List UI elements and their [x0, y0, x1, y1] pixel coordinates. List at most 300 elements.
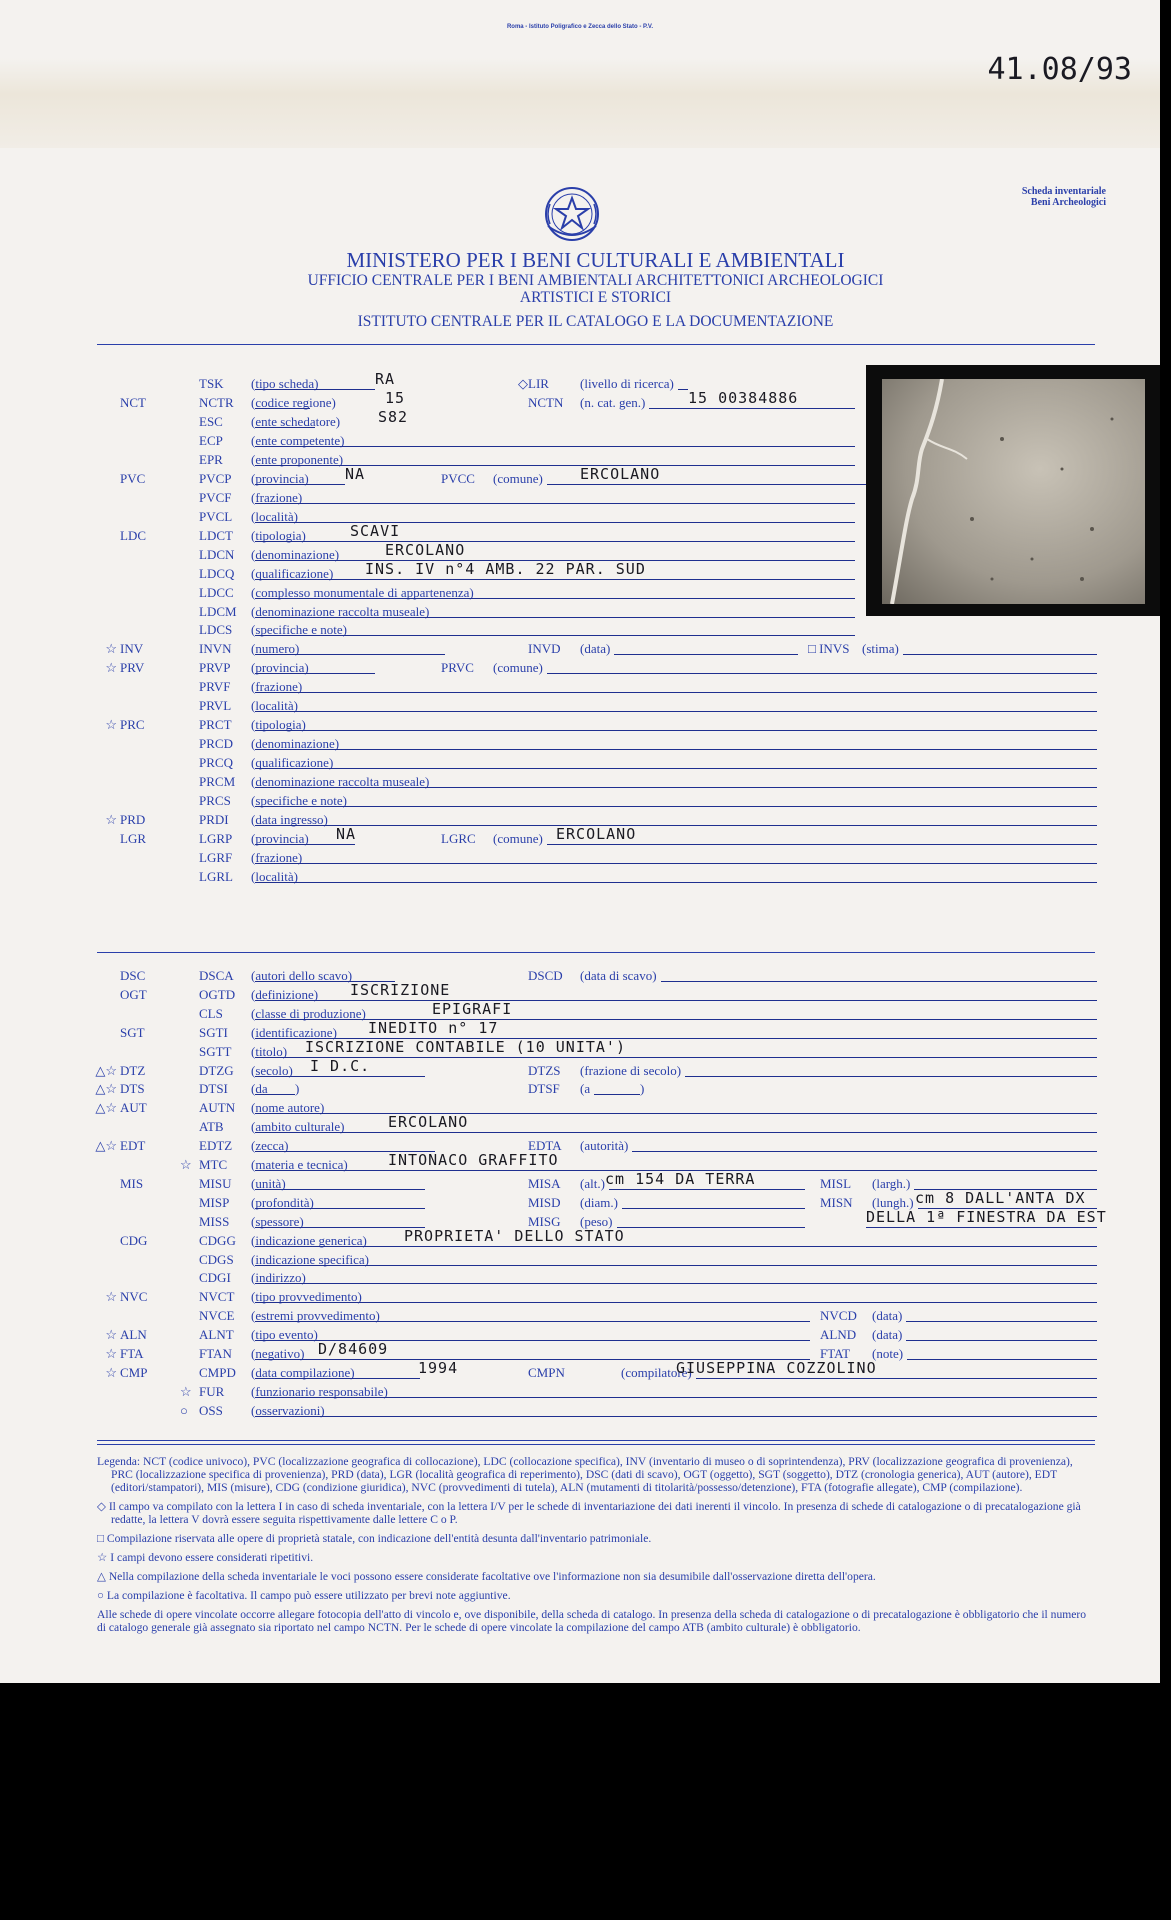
- field-marker: ☆: [105, 1327, 117, 1343]
- field-value: ERCOLANO: [580, 464, 661, 483]
- field-input-line[interactable]: [255, 484, 345, 485]
- field-code: PRCM: [199, 774, 236, 790]
- field-label: (identificazione): [251, 1024, 337, 1040]
- field-label: (negativo): [251, 1346, 305, 1361]
- field-row-prvf: [0, 679, 1160, 695]
- ministry-title: MINISTERO PER I BENI CULTURALI E AMBIENTALI: [346, 248, 845, 272]
- field-input-line[interactable]: [255, 1189, 425, 1190]
- field-label: (tipo scheda): [251, 376, 319, 391]
- field-row-atb: [0, 1113, 1160, 1135]
- field-row-invn: [0, 641, 1160, 657]
- section-label: SGT: [120, 1024, 145, 1040]
- republic-emblem-icon: [540, 182, 604, 246]
- field-row-edtz: [0, 1138, 1160, 1154]
- field-row-dtzg: [0, 1056, 1160, 1079]
- field-code: PVCL: [199, 508, 233, 524]
- field-label: (spessore): [251, 1213, 304, 1229]
- field-input-line[interactable]: [255, 1397, 1097, 1398]
- field-label: (largh.): [872, 1175, 911, 1191]
- field-input-line[interactable]: [903, 654, 1097, 655]
- field-code: INVD: [528, 641, 561, 657]
- field-label: (tipo evento): [251, 1327, 318, 1343]
- field-label: (frazione): [251, 850, 303, 865]
- field-code: MISA: [528, 1175, 561, 1191]
- field-value: DELLA 1ª FINESTRA DA EST: [866, 1207, 1107, 1226]
- field-row-cdgg: [0, 1226, 1160, 1249]
- field-input-line[interactable]: [255, 1265, 1097, 1266]
- section-code: [95, 793, 171, 809]
- section-label: MIS: [120, 1175, 144, 1191]
- field-input-line[interactable]: [255, 389, 375, 390]
- plaster-crack-image: [882, 379, 1145, 604]
- field-input-line[interactable]: [632, 1151, 1097, 1152]
- field-input-line[interactable]: [255, 730, 1097, 731]
- field-row-lgrl: [0, 869, 1160, 885]
- section-label: PVC: [120, 470, 146, 486]
- field-code: ALND: [820, 1327, 857, 1343]
- field-label: (alt.): [580, 1175, 605, 1191]
- section-code: [95, 679, 171, 695]
- field-code: CDGG: [199, 1232, 236, 1248]
- field-input-line[interactable]: [255, 768, 1097, 769]
- field-value: D/84609: [318, 1340, 389, 1358]
- attached-photo: [866, 365, 1160, 616]
- field-label: (stima): [862, 641, 899, 657]
- field-input-line[interactable]: [255, 1227, 425, 1228]
- field-code: NVCE: [199, 1308, 235, 1324]
- field-label: (qualificazione): [251, 755, 334, 771]
- scheda-line-1: Scheda inventariale: [1021, 186, 1106, 197]
- field-label: (data): [872, 1308, 903, 1324]
- field-code: LGRL: [199, 868, 233, 884]
- field-label: (unità): [251, 1175, 286, 1191]
- field-input-line[interactable]: [547, 844, 1097, 845]
- field-row-cdgs: [0, 1252, 1160, 1268]
- field-input-line[interactable]: [661, 981, 1097, 982]
- section-code: [95, 509, 171, 525]
- field-marker: ☆: [105, 641, 117, 657]
- field-input-line[interactable]: [696, 1378, 1097, 1379]
- section-label: LDC: [120, 527, 146, 543]
- field-label: (qualificazione): [251, 565, 334, 581]
- section-code: [95, 1025, 171, 1041]
- field-label: (ente schedatore): [251, 413, 341, 429]
- field-input-line[interactable]: [255, 787, 1097, 788]
- section-code: [95, 1365, 171, 1381]
- field-label: (provincia): [251, 470, 309, 486]
- field-label: (complesso monumentale di appartenenza): [251, 584, 474, 600]
- field-input-line[interactable]: [255, 1132, 1097, 1133]
- field-input-line[interactable]: [255, 673, 375, 674]
- field-code: PRCS: [199, 793, 231, 809]
- field-label: (autorità): [580, 1138, 629, 1154]
- section-label: FTA: [120, 1346, 144, 1361]
- field-row-prcq: [0, 755, 1160, 771]
- field-input-line[interactable]: [255, 1094, 295, 1095]
- legend-note: △ Nella compilazione della scheda inventariale le voci possono essere considerate facoltative ove l'informazione non sia desumibile dall'osservazione diretta dell'opera.: [97, 1570, 876, 1583]
- field-input-line[interactable]: [866, 1227, 1097, 1228]
- field-marker: ☆: [105, 1346, 117, 1361]
- field-marker: ☆: [105, 1364, 117, 1380]
- section-code: [95, 490, 171, 506]
- field-row-prvp: [0, 660, 1160, 676]
- field-label: (materia e tecnica): [251, 1157, 348, 1172]
- field-label: (compilatore): [621, 1364, 692, 1380]
- field-code: LGRF: [199, 850, 233, 865]
- section-label: DTZ: [120, 1062, 146, 1078]
- field-label: (profondità): [251, 1194, 314, 1210]
- field-code: PRCQ: [199, 755, 233, 771]
- field-input-line[interactable]: [594, 1094, 640, 1095]
- field-row-cmpd: [0, 1358, 1160, 1381]
- field-input-line[interactable]: [255, 503, 855, 504]
- field-label: (data ingresso): [251, 812, 328, 828]
- section-code: [95, 1138, 171, 1154]
- field-code: NCTR: [199, 394, 234, 410]
- field-code: FTAN: [199, 1346, 232, 1361]
- field-input-line[interactable]: [255, 806, 1097, 807]
- field-input-line[interactable]: [255, 749, 1097, 750]
- field-code: LDCQ: [199, 565, 235, 581]
- field-row-ogtd: [0, 980, 1160, 1003]
- field-marker: ☆: [105, 1289, 117, 1305]
- field-row-prcs: [0, 793, 1160, 809]
- section-code: [95, 452, 171, 468]
- field-value: cm 154 DA TERRA: [605, 1169, 756, 1188]
- field-label: (funzionario responsabile): [251, 1383, 388, 1399]
- scheda-line-2: Beni Archeologici: [1030, 197, 1106, 208]
- field-row-prvl: [0, 698, 1160, 714]
- field-input-line[interactable]: [609, 1189, 805, 1190]
- field-code: NVCD: [820, 1308, 857, 1324]
- field-label: (ambito culturale): [251, 1119, 345, 1135]
- field-input-line[interactable]: [255, 1283, 1097, 1284]
- section-code: [95, 1006, 171, 1022]
- field-input-line[interactable]: [255, 882, 1097, 883]
- field-input-line[interactable]: [255, 1302, 1097, 1303]
- field-input-line[interactable]: [255, 541, 855, 542]
- field-marker: △☆: [95, 1062, 117, 1078]
- section-label: CDG: [120, 1232, 148, 1248]
- section-code: [95, 831, 171, 847]
- field-input-line[interactable]: [255, 1321, 810, 1322]
- field-code: CLS: [199, 1005, 223, 1021]
- field-code: CMPN: [528, 1364, 565, 1380]
- field-row-ldcs: [0, 622, 1160, 638]
- field-label: (provincia): [251, 660, 309, 676]
- field-label: (data compilazione): [251, 1364, 355, 1380]
- field-value: cm 8 DALL'ANTA DX: [915, 1188, 1086, 1207]
- field-input-line[interactable]: [255, 711, 1097, 712]
- field-label: (provincia): [251, 831, 309, 847]
- field-label: (comune): [493, 831, 543, 847]
- legend: [97, 1455, 1097, 1640]
- field-marker: △☆: [95, 1138, 117, 1154]
- field-input-line[interactable]: [255, 1208, 425, 1209]
- field-value: NA: [345, 464, 366, 483]
- paper-fold: [0, 58, 1160, 148]
- field-code: ATB: [199, 1119, 224, 1135]
- legend-note: ◇ Il campo va compilato con la lettera I in caso di scheda inventariale, con la lettera I/V per le schede di inventariazione dei dati inerenti il vincolo. In presenza di schede di catalogazione o di precatalogazione già redatte, la lettera V dovrà essere seguita rispettivamente dalle lettere C o P.: [97, 1500, 1081, 1526]
- section-code: [95, 528, 171, 544]
- field-label: (ente proponente): [251, 451, 344, 467]
- field-value: RA: [375, 370, 396, 388]
- field-input-line[interactable]: [255, 1378, 420, 1379]
- field-row-nvct: [0, 1289, 1160, 1305]
- field-label: (tipo provvedimento): [251, 1289, 362, 1305]
- field-row-mtc: [0, 1151, 1160, 1173]
- section-code: [95, 812, 171, 828]
- field-label: (indirizzo): [251, 1270, 306, 1286]
- section-code: [95, 641, 171, 657]
- field-input-line[interactable]: [255, 1057, 1097, 1058]
- field-marker: △☆: [95, 1081, 117, 1097]
- field-label: (denominazione): [251, 736, 340, 752]
- section-code: [95, 660, 171, 676]
- field-row-prct: [0, 717, 1160, 733]
- section-code: [95, 1100, 171, 1116]
- section-code: [95, 1176, 171, 1192]
- section-label: DTS: [120, 1081, 145, 1097]
- section-divider: [97, 952, 1095, 953]
- field-marker: ☆: [180, 1383, 192, 1399]
- field-code: LDCN: [199, 546, 235, 562]
- field-input-line[interactable]: [906, 1340, 1097, 1341]
- field-code: AUTN: [199, 1100, 236, 1116]
- field-code: OGTD: [199, 986, 236, 1002]
- field-input-line[interactable]: [614, 654, 798, 655]
- field-label: (definizione): [251, 986, 319, 1002]
- field-label: (comune): [493, 660, 543, 676]
- field-code: EDTA: [528, 1138, 562, 1154]
- field-label: (classe di produzione): [251, 1005, 366, 1021]
- field-value: ISCRIZIONE: [350, 980, 451, 999]
- field-row-prcd: [0, 736, 1160, 752]
- field-label: (peso): [580, 1213, 613, 1229]
- field-label: (frazione): [251, 679, 303, 695]
- field-marker: △☆: [95, 1100, 117, 1116]
- field-value: SCAVI: [350, 521, 401, 540]
- field-value: 15 00384886: [688, 388, 799, 407]
- field-input-line[interactable]: [255, 617, 855, 618]
- printer-line: Roma - Istituto Poligrafico e Zecca dello Stato - P.V.: [506, 24, 654, 30]
- field-value: 1994: [418, 1358, 459, 1377]
- field-row-ftan: [0, 1340, 1160, 1362]
- field-marker: ☆: [105, 717, 117, 733]
- field-label: (data): [580, 641, 611, 657]
- field-value: INTONACO GRAFFITO: [388, 1151, 559, 1169]
- field-label: (frazione): [251, 489, 303, 505]
- section-code: [95, 414, 171, 430]
- field-row-alnt: [0, 1327, 1160, 1343]
- field-label: (a: [580, 1081, 591, 1097]
- section-label: OGT: [120, 986, 147, 1002]
- section-code: [95, 1403, 171, 1419]
- office-line-2: ARTISTICI E STORICI: [519, 289, 672, 306]
- field-value: 15: [385, 388, 406, 407]
- field-input-line[interactable]: [906, 1321, 1097, 1322]
- field-label: (codice regione): [251, 394, 336, 410]
- field-label: (località): [251, 698, 298, 714]
- field-label: (autori dello scavo): [251, 968, 353, 983]
- field-value: S82: [378, 407, 409, 426]
- field-input-line[interactable]: [255, 692, 1097, 693]
- section-label: PRD: [120, 812, 146, 828]
- field-input-line[interactable]: [617, 1227, 806, 1228]
- field-code: LDCS: [199, 622, 233, 638]
- field-row-prcm: [0, 774, 1160, 790]
- field-row-lgrp: [0, 825, 1160, 847]
- section-code: [95, 433, 171, 449]
- section-label: LGR: [120, 831, 146, 847]
- section-code: [95, 1081, 171, 1097]
- field-input-line[interactable]: [255, 446, 855, 447]
- field-code: MISD: [528, 1194, 561, 1210]
- section-code: [95, 1044, 171, 1060]
- field-input-line[interactable]: [255, 1000, 1097, 1001]
- field-code: EDTZ: [199, 1138, 233, 1154]
- field-code: □ INVS: [808, 641, 850, 657]
- field-label: (osservazioni): [251, 1402, 325, 1418]
- field-code: PRVC: [441, 660, 474, 676]
- section-code: [95, 774, 171, 790]
- section-code: [95, 1308, 171, 1324]
- field-label: (n. cat. gen.): [580, 394, 646, 410]
- field-input-line[interactable]: [255, 1076, 425, 1077]
- section-code: [95, 1327, 171, 1343]
- field-row-dsca: [0, 968, 1160, 984]
- section-label: NCT: [120, 394, 146, 410]
- section-code: [95, 1346, 171, 1362]
- field-code: PRVF: [199, 679, 231, 695]
- section-code: [95, 1063, 171, 1079]
- field-input-line[interactable]: [255, 825, 1097, 826]
- section-code: [95, 987, 171, 1003]
- field-input-line[interactable]: [255, 654, 445, 655]
- field-input-line[interactable]: [255, 427, 315, 428]
- section-code: [95, 736, 171, 752]
- field-code: MTC: [199, 1157, 228, 1172]
- field-label-close: ): [295, 1081, 300, 1097]
- field-marker: ○: [180, 1402, 188, 1418]
- field-input-line[interactable]: [255, 1113, 1097, 1114]
- field-label: (titolo): [251, 1043, 288, 1059]
- field-code: DSCA: [199, 968, 234, 983]
- field-input-line[interactable]: [255, 844, 355, 845]
- field-code: ESC: [199, 413, 223, 429]
- section-code: [95, 755, 171, 771]
- field-code: PVCP: [199, 470, 232, 486]
- field-label: (data di scavo): [580, 968, 657, 983]
- field-label: (comune): [493, 470, 543, 486]
- field-label: (specifiche e note): [251, 622, 348, 638]
- field-label: (da: [251, 1081, 268, 1097]
- field-code: PRDI: [199, 812, 229, 828]
- field-input-line[interactable]: [685, 1076, 1097, 1077]
- field-code: DTSF: [528, 1081, 560, 1097]
- section-code: [95, 1252, 171, 1268]
- legend-note: □ Compilazione riservata alle opere di proprietà statale, con indicazione dell'entità desunta dall'inventario patrimoniale.: [97, 1532, 652, 1545]
- field-input-line[interactable]: [678, 389, 688, 390]
- field-label-close: ): [640, 1081, 645, 1097]
- field-value: PROPRIETA' DELLO STATO: [404, 1226, 625, 1245]
- field-code: ALNT: [199, 1327, 234, 1343]
- field-input-line[interactable]: [907, 1359, 1097, 1360]
- field-code: PVCF: [199, 489, 232, 505]
- field-input-line[interactable]: [255, 635, 855, 636]
- field-input-line[interactable]: [255, 1416, 1097, 1417]
- field-label: (località): [251, 868, 298, 884]
- field-row-lgrf: [0, 850, 1160, 866]
- field-input-line[interactable]: [255, 1246, 1097, 1247]
- field-input-line[interactable]: [649, 408, 855, 409]
- section-code: [95, 1233, 171, 1249]
- legend-divider: [97, 1440, 1095, 1441]
- field-code: FTAT: [820, 1346, 851, 1361]
- field-code: OSS: [199, 1402, 223, 1418]
- legend-note: Alle schede di opere vincolate occorre allegare fotocopia dell'atto di vincolo e, ove disponibile, della scheda di catalogo. In presenza della scheda di catalogazione o di precatalogazione è obbligatorio che il numero di catalogo generale già assegnato sia riportato nel campo NCTN. Per le schede di opere vincolate la compilazione del campo ATB (ambito culturale) è obbligatorio.: [97, 1608, 1087, 1634]
- field-code: ECP: [199, 432, 223, 448]
- field-code: LGRC: [441, 831, 476, 847]
- field-input-line[interactable]: [547, 673, 1097, 674]
- field-code: ◇LIR: [518, 376, 549, 391]
- section-code: [95, 622, 171, 638]
- field-value: ISCRIZIONE CONTABILE (10 UNITA'): [305, 1037, 626, 1056]
- section-code: [95, 566, 171, 582]
- legend-note: ☆ I campi devono essere considerati ripetitivi.: [97, 1551, 314, 1564]
- field-input-line[interactable]: [255, 863, 1097, 864]
- field-label: (indicazione generica): [251, 1232, 367, 1248]
- field-label: (estremi provvedimento): [251, 1308, 380, 1324]
- field-input-line[interactable]: [255, 408, 310, 409]
- field-code: FUR: [199, 1383, 225, 1399]
- field-row-fur: [0, 1384, 1160, 1400]
- field-input-line[interactable]: [255, 522, 855, 523]
- section-code: [95, 1270, 171, 1286]
- section-code: [95, 604, 171, 620]
- section-code: [95, 717, 171, 733]
- section-label: EDT: [120, 1138, 146, 1154]
- section-code: [95, 968, 171, 984]
- field-input-line[interactable]: [255, 579, 855, 580]
- field-input-line[interactable]: [255, 598, 855, 599]
- section-label: DSC: [120, 968, 146, 983]
- section-code: [95, 1289, 171, 1305]
- field-input-line[interactable]: [622, 1208, 805, 1209]
- section-code: [95, 471, 171, 487]
- section-code: [95, 1214, 171, 1230]
- field-label: (data): [872, 1327, 903, 1343]
- field-label: (numero): [251, 641, 300, 657]
- field-label: (tipologia): [251, 717, 306, 733]
- field-row-cls: [0, 999, 1160, 1022]
- section-label: INV: [120, 641, 144, 657]
- section-code: [95, 547, 171, 563]
- field-label: (tipologia): [251, 527, 306, 543]
- section-code: [95, 869, 171, 885]
- field-label: (denominazione): [251, 546, 340, 562]
- field-code: SGTI: [199, 1024, 228, 1040]
- field-row-autn: [0, 1100, 1160, 1116]
- field-code: LGRP: [199, 831, 233, 847]
- field-code: PRVL: [199, 698, 232, 714]
- field-code: MISS: [199, 1213, 230, 1229]
- section-code: [95, 1157, 171, 1173]
- field-row-dtsi: [0, 1081, 1160, 1097]
- field-label: (denominazione raccolta museale): [251, 603, 430, 619]
- field-code: LDCC: [199, 584, 234, 600]
- field-code: CDGS: [199, 1251, 234, 1267]
